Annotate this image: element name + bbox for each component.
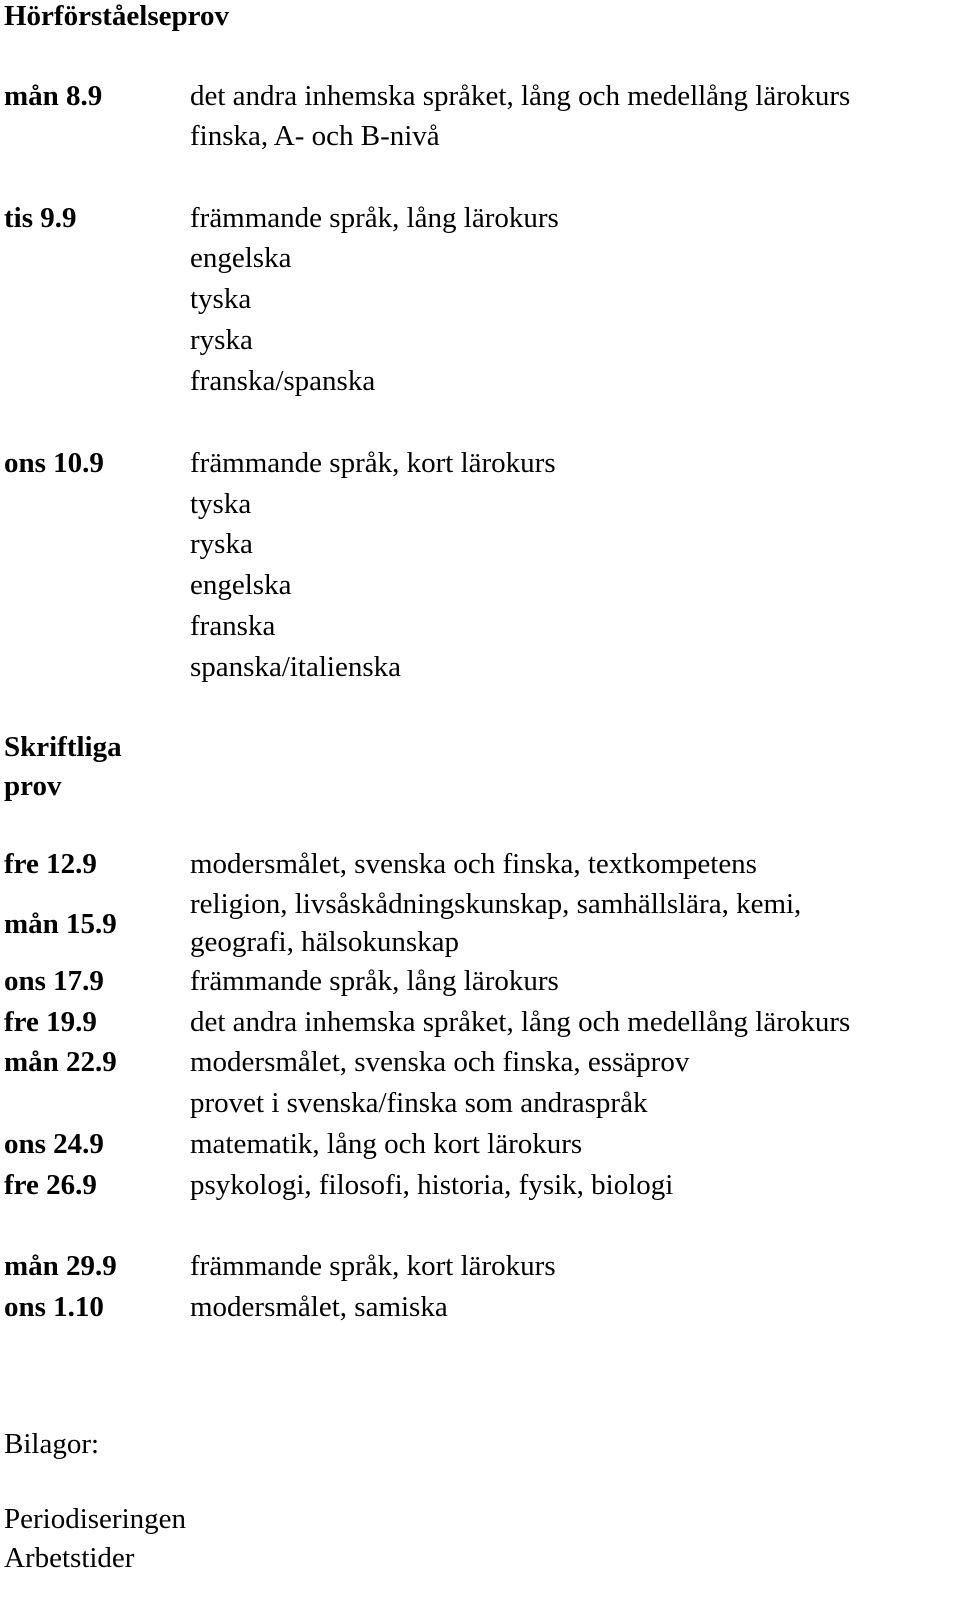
exam-line: det andra inhemska språket, lång och medellång lärokurs [190, 80, 851, 112]
exam-line: finska, A- och B-nivå [190, 120, 440, 152]
exam-line: det andra inhemska språket, lång och medellång lärokurs [190, 1006, 851, 1038]
exam-line: provet i svenska/finska som andraspråk [190, 1087, 648, 1119]
exam-line: främmande språk, lång lärokurs [190, 965, 559, 997]
exam-line: modersmålet, svenska och finska, essäprov [190, 1046, 690, 1078]
exam-line: främmande språk, kort lärokurs [190, 447, 556, 479]
exam-line: geografi, hälsokunskap [190, 926, 459, 958]
attachments-heading: Bilagor: [4, 1428, 100, 1460]
date-label: ons 1.10 [4, 1291, 104, 1323]
exam-line: tyska [190, 488, 252, 520]
exam-line: psykologi, filosofi, historia, fysik, biologi [190, 1169, 674, 1201]
exam-line: franska [190, 610, 276, 642]
date-label: mån 22.9 [4, 1046, 117, 1078]
exam-line: engelska [190, 569, 292, 601]
date-label: ons 24.9 [4, 1128, 104, 1160]
date-label: mån 8.9 [4, 80, 103, 112]
exam-line: modersmålet, samiska [190, 1291, 448, 1323]
date-label: fre 19.9 [4, 1006, 97, 1038]
exam-line: ryska [190, 528, 253, 560]
exam-line: religion, livsåskådningskunskap, samhällslära, kemi, [190, 888, 802, 920]
exam-line: tyska [190, 283, 252, 315]
date-label: ons 10.9 [4, 447, 104, 479]
attachment-item: Periodiseringen [4, 1503, 187, 1535]
exam-line: matematik, lång och kort lärokurs [190, 1128, 583, 1160]
exam-line: modersmålet, svenska och finska, textkompetens [190, 848, 757, 880]
exam-line: spanska/italienska [190, 651, 402, 683]
exam-line: främmande språk, lång lärokurs [190, 202, 559, 234]
attachment-item: Arbetstider [4, 1542, 135, 1574]
date-label: tis 9.9 [4, 202, 77, 234]
date-label: mån 29.9 [4, 1250, 117, 1282]
page-title: Hörförståelseprov [4, 0, 229, 32]
exam-line: engelska [190, 242, 292, 274]
exam-line: främmande språk, kort lärokurs [190, 1250, 556, 1282]
date-label: fre 26.9 [4, 1169, 97, 1201]
section-heading-written: Skriftliga [4, 731, 122, 763]
date-label: fre 12.9 [4, 848, 97, 880]
date-label: mån 15.9 [4, 908, 117, 940]
exam-line: franska/spanska [190, 365, 376, 397]
exam-line: ryska [190, 324, 253, 356]
date-label: ons 17.9 [4, 965, 104, 997]
section-heading-written: prov [4, 770, 62, 802]
